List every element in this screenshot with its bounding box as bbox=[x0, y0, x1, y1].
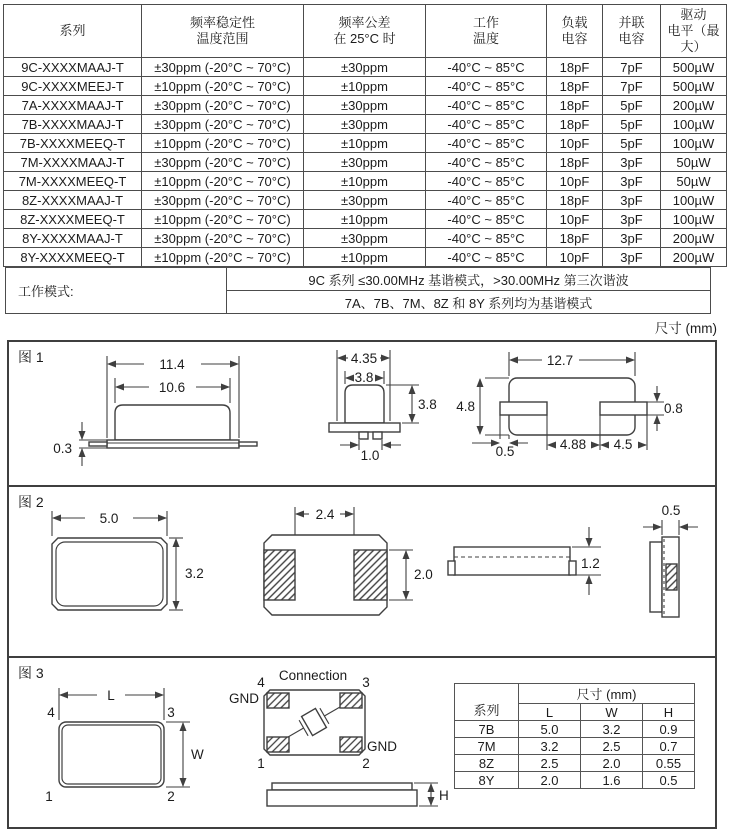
fig2-pad-gap-dim: 2.4 bbox=[315, 507, 335, 522]
cell-load-cap: 18pF bbox=[547, 58, 603, 77]
dims-cell-series: 8Y bbox=[455, 772, 519, 789]
dims-cell-w: 3.2 bbox=[581, 721, 643, 738]
spec-row bbox=[4, 153, 727, 172]
spec-header-row bbox=[4, 5, 727, 58]
cell-op-temp: -40°C ~ 85°C bbox=[426, 191, 547, 210]
cell-freq-tolerance: ±10ppm bbox=[304, 172, 426, 191]
fig3-pin4-label: 4 bbox=[47, 705, 55, 720]
fig3-dimensions-table bbox=[454, 683, 695, 789]
cell-freq-tolerance: ±30ppm bbox=[304, 191, 426, 210]
cell-shunt-cap: 5pF bbox=[603, 134, 661, 153]
cell-freq-stability: ±10ppm (-20°C ~ 70°C) bbox=[142, 134, 304, 153]
size-unit-label: 尺寸 (mm) bbox=[654, 321, 717, 336]
dims-cell-h: 0.9 bbox=[643, 721, 695, 738]
col-header-drive-level: 驱动 电平（最大） bbox=[661, 5, 727, 58]
cell-drive-level: 50µW bbox=[661, 153, 727, 172]
cell-load-cap: 18pF bbox=[547, 77, 603, 96]
fig2-body-length-dim: 5.0 bbox=[99, 511, 119, 526]
cell-freq-tolerance: ±30ppm bbox=[304, 58, 426, 77]
cell-op-temp: -40°C ~ 85°C bbox=[426, 134, 547, 153]
cell-op-temp: -40°C ~ 85°C bbox=[426, 115, 547, 134]
cell-shunt-cap: 7pF bbox=[603, 58, 661, 77]
fig3-length-dim: L bbox=[107, 688, 115, 703]
dims-cell-w: 2.0 bbox=[581, 755, 643, 772]
cell-drive-level: 100µW bbox=[661, 115, 727, 134]
fig3-conn-pin4-label: 4 bbox=[257, 675, 265, 690]
cell-series: 7M-XXXXMAAJ-T bbox=[4, 153, 142, 172]
spec-row bbox=[4, 210, 727, 229]
dims-cell-w: 2.5 bbox=[581, 738, 643, 755]
dims-table-row bbox=[455, 755, 695, 772]
cell-shunt-cap: 3pF bbox=[603, 210, 661, 229]
fig1-pad-gap-dim: 4.88 bbox=[559, 437, 587, 452]
cell-freq-tolerance: ±10ppm bbox=[304, 248, 426, 267]
cell-load-cap: 18pF bbox=[547, 153, 603, 172]
cell-shunt-cap: 3pF bbox=[603, 248, 661, 267]
cell-series: 7B-XXXXMEEQ-T bbox=[4, 134, 142, 153]
cell-op-temp: -40°C ~ 85°C bbox=[426, 58, 547, 77]
cell-load-cap: 18pF bbox=[547, 229, 603, 248]
cell-shunt-cap: 3pF bbox=[603, 229, 661, 248]
fig3-package-outline bbox=[45, 688, 204, 804]
fig1-front-body-height-dim: 3.8 bbox=[418, 397, 437, 412]
fig3-conn-pin1-label: 1 bbox=[257, 756, 265, 771]
cell-load-cap: 10pF bbox=[547, 172, 603, 191]
col-header-series: 系列 bbox=[4, 5, 142, 58]
fig1-front-base-width-dim: 4.35 bbox=[350, 351, 378, 366]
cell-drive-level: 50µW bbox=[661, 172, 727, 191]
cell-freq-stability: ±30ppm (-20°C ~ 70°C) bbox=[142, 96, 304, 115]
cell-op-temp: -40°C ~ 85°C bbox=[426, 172, 547, 191]
cell-freq-tolerance: ±30ppm bbox=[304, 115, 426, 134]
fig3-conn-pin3-label: 3 bbox=[362, 675, 370, 690]
spec-row bbox=[4, 115, 727, 134]
cell-freq-tolerance: ±10ppm bbox=[304, 77, 426, 96]
cell-series: 9C-XXXXMEEJ-T bbox=[4, 77, 142, 96]
cell-load-cap: 10pF bbox=[547, 210, 603, 229]
cell-drive-level: 500µW bbox=[661, 77, 727, 96]
fig3-gnd-label-right: GND bbox=[367, 739, 397, 754]
cell-drive-level: 500µW bbox=[661, 58, 727, 77]
operating-mode-line1: 9C 系列 ≤30.00MHz 基谐模式，>30.00MHz 第三次谐波 bbox=[227, 268, 711, 291]
spec-row bbox=[4, 229, 727, 248]
col-header-freq-tolerance: 频率公差 在 25°C 时 bbox=[304, 5, 426, 58]
cell-shunt-cap: 5pF bbox=[603, 96, 661, 115]
fig3-height-dim: H bbox=[439, 788, 449, 803]
cell-load-cap: 18pF bbox=[547, 191, 603, 210]
dims-cell-h: 0.7 bbox=[643, 738, 695, 755]
cell-freq-stability: ±30ppm (-20°C ~ 70°C) bbox=[142, 115, 304, 134]
fig1-lead-pitch-dim: 1.0 bbox=[360, 448, 380, 463]
cell-freq-tolerance: ±30ppm bbox=[304, 153, 426, 172]
cell-freq-stability: ±10ppm (-20°C ~ 70°C) bbox=[142, 172, 304, 191]
cell-freq-stability: ±10ppm (-20°C ~ 70°C) bbox=[142, 210, 304, 229]
fig2-top-view bbox=[52, 511, 204, 610]
cell-freq-stability: ±30ppm (-20°C ~ 70°C) bbox=[142, 153, 304, 172]
spec-row bbox=[4, 191, 727, 210]
cell-shunt-cap: 3pF bbox=[603, 191, 661, 210]
fig3-connection-diagram bbox=[229, 668, 449, 806]
dims-cell-series: 7B bbox=[455, 721, 519, 738]
dims-cell-l: 3.2 bbox=[519, 738, 581, 755]
fig1-body-length-dim: 10.6 bbox=[158, 380, 186, 395]
fig1-pad-total-length-dim: 12.7 bbox=[546, 353, 574, 368]
cell-freq-stability: ±10ppm (-20°C ~ 70°C) bbox=[142, 77, 304, 96]
fig2-end-width-dim: 0.5 bbox=[661, 503, 681, 518]
fig1-land-pattern bbox=[456, 352, 683, 459]
cell-drive-level: 100µW bbox=[661, 210, 727, 229]
cell-drive-level: 100µW bbox=[661, 134, 727, 153]
figure-3-title: 图 3 bbox=[18, 665, 44, 681]
cell-series: 7M-XXXXMEEQ-T bbox=[4, 172, 142, 191]
fig3-width-dim: W bbox=[191, 747, 204, 762]
fig3-pin3-label: 3 bbox=[167, 705, 175, 720]
fig3-pin1-label: 1 bbox=[45, 789, 53, 804]
dims-table-row bbox=[455, 772, 695, 789]
dims-cell-h: 0.55 bbox=[643, 755, 695, 772]
cell-freq-tolerance: ±10ppm bbox=[304, 210, 426, 229]
cell-op-temp: -40°C ~ 85°C bbox=[426, 248, 547, 267]
dims-cell-l: 2.0 bbox=[519, 772, 581, 789]
cell-shunt-cap: 7pF bbox=[603, 77, 661, 96]
cell-series: 7A-XXXXMAAJ-T bbox=[4, 96, 142, 115]
dims-table-row bbox=[455, 721, 695, 738]
dims-table-col-l: L bbox=[519, 704, 581, 721]
dims-cell-series: 7M bbox=[455, 738, 519, 755]
cell-load-cap: 10pF bbox=[547, 248, 603, 267]
dims-cell-w: 1.6 bbox=[581, 772, 643, 789]
figure-1-box bbox=[7, 340, 717, 487]
cell-drive-level: 100µW bbox=[661, 191, 727, 210]
fig3-gnd-label-left: GND bbox=[229, 691, 259, 706]
cell-freq-stability: ±30ppm (-20°C ~ 70°C) bbox=[142, 229, 304, 248]
cell-freq-stability: ±10ppm (-20°C ~ 70°C) bbox=[142, 248, 304, 267]
figure-3-box bbox=[7, 656, 717, 829]
cell-series: 8Y-XXXXMEEQ-T bbox=[4, 248, 142, 267]
dims-cell-l: 2.5 bbox=[519, 755, 581, 772]
cell-load-cap: 10pF bbox=[547, 134, 603, 153]
fig1-pad-overhang-dim: 0.5 bbox=[495, 444, 515, 459]
fig3-conn-pin2-label: 2 bbox=[362, 756, 370, 771]
dims-table-size-header: 尺寸 (mm) bbox=[519, 684, 695, 704]
fig2-pad-height-dim: 2.0 bbox=[414, 567, 433, 582]
operating-mode-line2: 7A、7B、7M、8Z 和 8Y 系列均为基谐模式 bbox=[227, 291, 711, 314]
cell-load-cap: 18pF bbox=[547, 115, 603, 134]
cell-shunt-cap: 3pF bbox=[603, 153, 661, 172]
cell-drive-level: 200µW bbox=[661, 96, 727, 115]
cell-op-temp: -40°C ~ 85°C bbox=[426, 210, 547, 229]
fig3-connection-title: Connection bbox=[278, 668, 348, 683]
dims-table-header-row1 bbox=[455, 684, 695, 704]
figure-2-title: 图 2 bbox=[18, 494, 44, 510]
cell-series: 8Z-XXXXMAAJ-T bbox=[4, 191, 142, 210]
fig2-body-width-dim: 3.2 bbox=[185, 566, 204, 581]
spec-row bbox=[4, 96, 727, 115]
cell-series: 9C-XXXXMAAJ-T bbox=[4, 58, 142, 77]
dims-cell-h: 0.5 bbox=[643, 772, 695, 789]
cell-op-temp: -40°C ~ 85°C bbox=[426, 96, 547, 115]
fig1-pad-length-dim: 4.5 bbox=[613, 437, 633, 452]
spec-row bbox=[4, 172, 727, 191]
fig2-body-height-dim: 1.2 bbox=[581, 556, 600, 571]
fig2-bottom-view bbox=[264, 507, 433, 615]
cell-series: 8Z-XXXXMEEQ-T bbox=[4, 210, 142, 229]
dims-cell-l: 5.0 bbox=[519, 721, 581, 738]
col-header-op-temp: 工作 温度 bbox=[426, 5, 547, 58]
dims-cell-series: 8Z bbox=[455, 755, 519, 772]
col-header-freq-stability: 频率稳定性 温度范围 bbox=[142, 5, 304, 58]
operating-mode-label: 工作模式: bbox=[6, 268, 227, 314]
cell-shunt-cap: 5pF bbox=[603, 115, 661, 134]
spec-row bbox=[4, 77, 727, 96]
fig1-side-view bbox=[53, 356, 257, 466]
cell-series: 8Y-XXXXMAAJ-T bbox=[4, 229, 142, 248]
fig1-pad-area-width-dim: 4.8 bbox=[456, 399, 475, 414]
fig1-base-length-dim: 11.4 bbox=[159, 357, 185, 372]
dims-table-series-header: 系列 bbox=[455, 684, 519, 721]
dims-table-row bbox=[455, 738, 695, 755]
fig1-front-view bbox=[329, 350, 437, 463]
spec-row bbox=[4, 248, 727, 267]
figure-1-title: 图 1 bbox=[18, 349, 44, 365]
fig2-end-view bbox=[643, 503, 698, 617]
cell-drive-level: 200µW bbox=[661, 229, 727, 248]
cell-series: 7B-XXXXMAAJ-T bbox=[4, 115, 142, 134]
cell-op-temp: -40°C ~ 85°C bbox=[426, 153, 547, 172]
figure-2-drawing bbox=[9, 487, 715, 656]
spec-row bbox=[4, 134, 727, 153]
fig1-front-body-width-dim: 3.8 bbox=[354, 370, 374, 385]
spec-row bbox=[4, 58, 727, 77]
col-header-shunt-cap: 并联 电容 bbox=[603, 5, 661, 58]
cell-shunt-cap: 3pF bbox=[603, 172, 661, 191]
cell-drive-level: 200µW bbox=[661, 248, 727, 267]
figure-1-drawing bbox=[9, 342, 715, 485]
spec-table bbox=[3, 4, 727, 267]
cell-op-temp: -40°C ~ 85°C bbox=[426, 77, 547, 96]
dims-table-col-w: W bbox=[581, 704, 643, 721]
cell-load-cap: 18pF bbox=[547, 96, 603, 115]
dims-table-col-h: H bbox=[643, 704, 695, 721]
cell-freq-tolerance: ±10ppm bbox=[304, 134, 426, 153]
operating-mode-table bbox=[5, 267, 711, 314]
cell-freq-stability: ±30ppm (-20°C ~ 70°C) bbox=[142, 58, 304, 77]
cell-freq-tolerance: ±30ppm bbox=[304, 96, 426, 115]
fig3-pin2-label: 2 bbox=[167, 789, 175, 804]
fig1-pad-height-dim: 0.8 bbox=[664, 401, 683, 416]
col-header-load-cap: 负载 电容 bbox=[547, 5, 603, 58]
cell-freq-tolerance: ±30ppm bbox=[304, 229, 426, 248]
cell-freq-stability: ±30ppm (-20°C ~ 70°C) bbox=[142, 191, 304, 210]
fig2-side-view bbox=[448, 527, 601, 595]
cell-op-temp: -40°C ~ 85°C bbox=[426, 229, 547, 248]
figure-2-box bbox=[7, 485, 717, 658]
fig1-base-thickness-dim: 0.3 bbox=[53, 441, 72, 456]
